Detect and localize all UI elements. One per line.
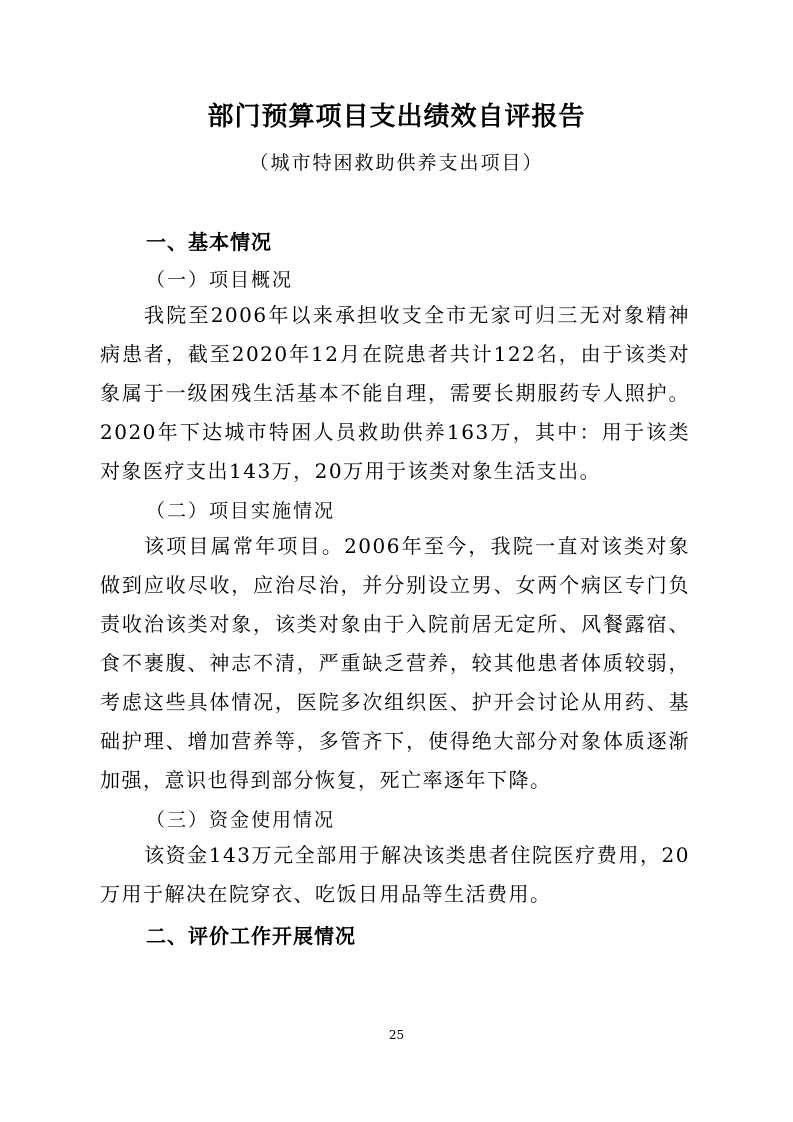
subsection-heading-fund-usage: （三）资金使用情况 [146, 809, 336, 831]
page-number: 25 [388, 1028, 405, 1042]
paragraph-project-overview: 我院至2006年以来承担收支全市无家可归三无对象精神病患者，截至2020年12月在院患者共计122名，由于该类对象属于一级困残生活基本不能自理，需要长期服药专人照护。2020年下达城市特困人员救助供养163万，其中：用于该类对象医疗支出143万，20万用于该类对象生活支出。 [100, 303, 690, 483]
document-subtitle: （城市特困救助供养支出项目） [249, 152, 544, 174]
section-heading-basic-info: 一、基本情况 [146, 230, 272, 254]
document-title: 部门预算项目支出绩效自评报告 [207, 102, 586, 132]
subsection-heading-project-overview: （一）项目概况 [146, 269, 294, 291]
paragraph-implementation: 该项目属常年项目。2006年至今，我院一直对该类对象做到应收尽收，应治尽治，并分别设立男、女两个病区专门负责收治该类对象，该类对象由于入院前居无定所、风餐露宿、食不裹腹、神志不清，严重缺乏营养，较其他患者体质较弱，考虑这些具体情况，医院多次组织医、护开会讨论从用药、基础护理、增加营养等，多管齐下，使得绝大部分对象体质逐渐加强，意识也得到部分恢复，死亡率逐年下降。 [100, 534, 690, 792]
subsection-heading-implementation: （二）项目实施情况 [146, 500, 336, 522]
section-heading-evaluation: 二、评价工作开展情况 [146, 924, 356, 948]
paragraph-fund-usage: 该资金143万元全部用于解决该类患者住院医疗费用，20万用于解决在院穿衣、吃饭日用品等生活费用。 [100, 843, 690, 906]
